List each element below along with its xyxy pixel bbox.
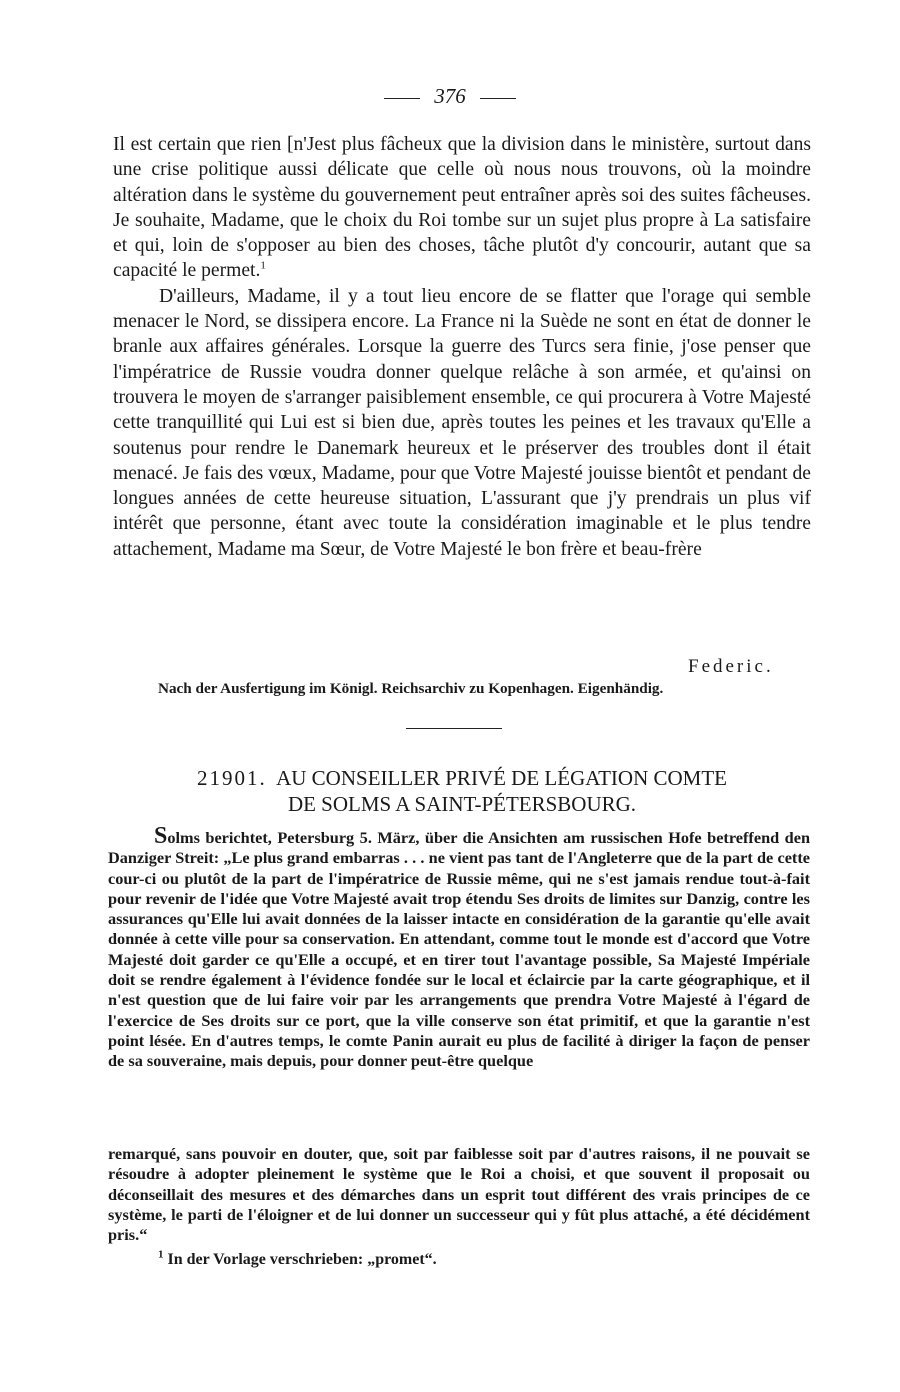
- section-title-line-1: [113, 765, 811, 791]
- letter-paragraph-1: [113, 132, 811, 284]
- summary-block: [108, 823, 810, 1072]
- summary-paragraph-1-text: olms berichtet, Petersburg 5. März, über die Ansichten am russischen Hofe betreffend den Danziger Streit: „Le plus grand embarras . . . ne vient pas tant de l'Angleterre que de la part de cette cour-ci ou plutôt de la part de l'impératrice de Russie même, qui ne s'est jamais rendue tout-à-fait pour revenir de l'idée que Votre Majesté avait trop étendu Ses droits de limites sur Danzig, contre les assurances qu'Elle lui avait données de la laisser intacte en considération de la garantie qu'elle avait donnée à cette ville pour sa conservation. En attendant, comme tout le monde est d'accord que Votre Majesté doit garder ce qu'Elle a occupé, et en tirer tout l'avantage possible, Sa Majesté Impériale doit se rendre également à l'évidence fondée sur le local et éclaircie par la carte géographique, et il n'est question que de lui faire voir par les arrangements que prendra Votre Majesté à l'égard de l'exercice de Ses droits sur ce port, que la ville conserve son état primitif, et que la garantie n'est point lésée. En d'autres temps, le comte Panin aurait eu plus de facilité à diriger la façon de penser de sa souveraine, mais depuis, pour donner peut-être quelque: [108, 828, 810, 1071]
- summary-initial: S: [154, 823, 168, 849]
- section-number: 21901.: [197, 766, 267, 790]
- letter-paragraph-1-text: Il est certain que rien [n'Jest plus fâcheux que la division dans le ministère, surtout dans une crise politique aussi délicate que celle où nous nous trouvons, où la moindre altération dans le système du gouvernement peut entraîner après soi des suites fâcheuses. Je souhaite, Madame, que le choix du Roi tombe sur un sujet plus propre à La satisfaire et qui, loin de s'opposer au bien des choses, tâche plutôt d'y concourir, autant que sa capacité le permet.: [113, 134, 811, 282]
- footnote: [158, 1248, 437, 1269]
- section-title-line-2: DE SOLMS A SAINT-PÉTERSBOURG.: [287, 792, 637, 816]
- summary-paragraph-1: [108, 823, 810, 1072]
- section-title-text-1: AU CONSEILLER PRIVÉ DE LÉGATION COMTE: [276, 766, 727, 790]
- signature: Federic.: [688, 656, 774, 677]
- footnote-marker: 1: [158, 1248, 164, 1261]
- page-number: 376: [434, 84, 466, 108]
- section-title: [113, 765, 811, 817]
- letter-body: [113, 132, 811, 562]
- header-dash-right: [480, 98, 516, 99]
- section-divider: [406, 728, 502, 729]
- summary-paragraph-2: remarqué, sans pouvoir en douter, que, soit par faiblesse soit par d'autres raisons, il ne pouvait se résoudre à adopter pleinement le système que le Roi a choisi, et que souvent il proposait ou déconseillait des mesures et des démarches dans un esprit tout différent des vrais principes de ce système, le parti de l'éloigner et de lui donner un successeur qui y fût plus attaché, a été décidément pris.“: [108, 1144, 810, 1245]
- footnote-text: In der Vorlage verschrieben: „promet“.: [167, 1251, 437, 1268]
- source-note: Nach der Ausfertigung im Königl. Reichsarchiv zu Kopenhagen. Eigenhändig.: [158, 680, 664, 697]
- header-dash-left: [384, 98, 420, 99]
- page-header: [0, 84, 900, 109]
- summary-block-continued: [108, 1144, 810, 1245]
- footnote-ref: 1: [260, 259, 266, 272]
- letter-paragraph-2: D'ailleurs, Madame, il y a tout lieu encore de se flatter que l'orage qui semble menacer le Nord, se dissipera encore. La France ni la Suède ne sont en état de donner le branle aux affaires générales. Lorsque la guerre des Turcs sera finie, j'ose penser que l'impératrice de Russie voudra donner quelque relâche à son armée, et qu'ainsi on trouvera le moyen de s'arranger paisiblement ensemble, ce qui procurera à Votre Majesté cette tranquillité qui Lui est si bien due, après toutes les peines et les travaux qu'Elle a soutenus pour rendre le Danemark heureux et le préserver des troubles dont il était menacé. Je fais des vœux, Madame, pour que Votre Majesté jouisse bientôt et pendant de longues années de cette heureuse situation, L'assurant que j'y prendrais un plus vif intérêt que personne, étant avec toute la considération imaginable et le plus tendre attachement, Madame ma Sœur, de Votre Majesté le bon frère et beau-frère: [113, 285, 811, 560]
